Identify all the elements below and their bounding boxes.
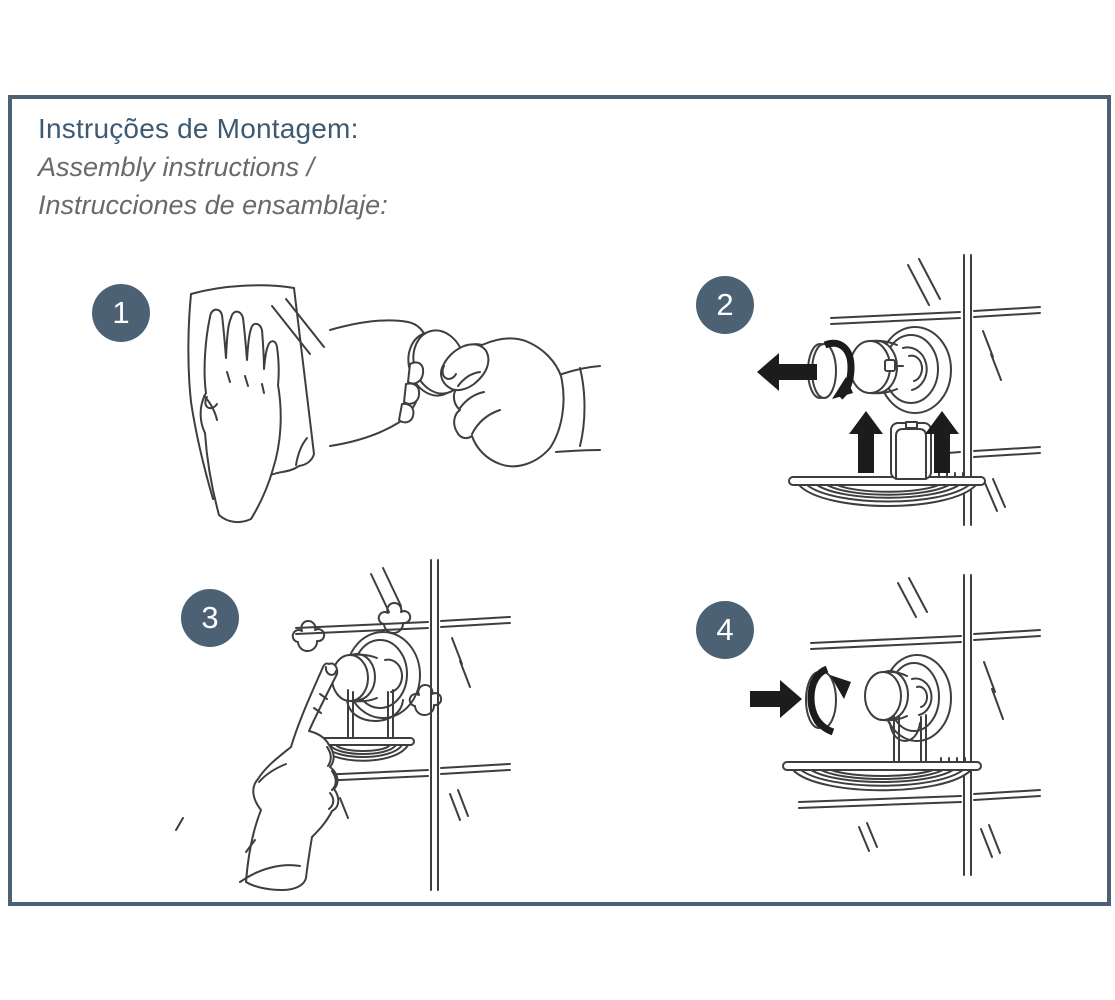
knob-face (865, 672, 901, 720)
left-hand-knuckle-1 (408, 362, 423, 383)
left-hand-knuckle-2 (404, 383, 419, 403)
dish-rim (783, 762, 981, 770)
tile-grout-top (831, 307, 1040, 324)
tile-wall-icon (296, 560, 510, 890)
hand-wiping-cloth-icon (188, 285, 324, 522)
left-hand-knuckle-3 (399, 404, 413, 422)
suction-cup-mount-icon (850, 327, 951, 413)
step-3-number: 3 (201, 600, 219, 635)
step-2-number: 2 (716, 287, 734, 322)
dish-rim (789, 477, 985, 485)
step-1-number: 1 (112, 295, 130, 330)
knob-center-detail (885, 360, 895, 371)
step-4-illustration (745, 575, 1040, 875)
pressing-finger-icon (176, 663, 338, 890)
suction-cup-mount-icon (865, 655, 951, 741)
cloth-fold (296, 438, 307, 465)
wiping-hand (201, 310, 281, 522)
page-subtitle-english: Assembly instructions / (38, 152, 315, 182)
tile-grout-vertical (964, 575, 971, 875)
tile-grout-vertical (431, 560, 438, 890)
knob-face (332, 655, 368, 701)
bracket-notch (906, 422, 917, 428)
step-1-badge (92, 284, 150, 342)
right-arrow-icon (750, 680, 802, 718)
tile-grout-bottom (799, 790, 1040, 808)
left-forearm-top (330, 320, 426, 339)
page-title: Instruções de Montagem: (38, 113, 359, 144)
tile-grout-bottom (948, 447, 1040, 457)
air-puff (293, 621, 324, 651)
soap-dish-icon (789, 422, 985, 506)
step-4-number: 4 (716, 612, 734, 647)
left-arrow-icon (757, 353, 817, 391)
soap-dish-icon (783, 715, 981, 790)
step-2-illustration (745, 255, 1040, 525)
suction-cup-mount-icon (332, 632, 420, 721)
step-1-illustration (160, 272, 600, 530)
step-3-illustration (170, 560, 510, 890)
rotate-clockwise-icon (806, 669, 851, 732)
page-subtitle-spanish: Instrucciones de ensamblaje: (38, 190, 388, 220)
hands-cleaning-suction-cup-icon (330, 320, 600, 466)
tile-grout-bottom (318, 764, 510, 781)
tile-grout-top (811, 630, 1040, 649)
up-arrow-icon (849, 411, 883, 473)
